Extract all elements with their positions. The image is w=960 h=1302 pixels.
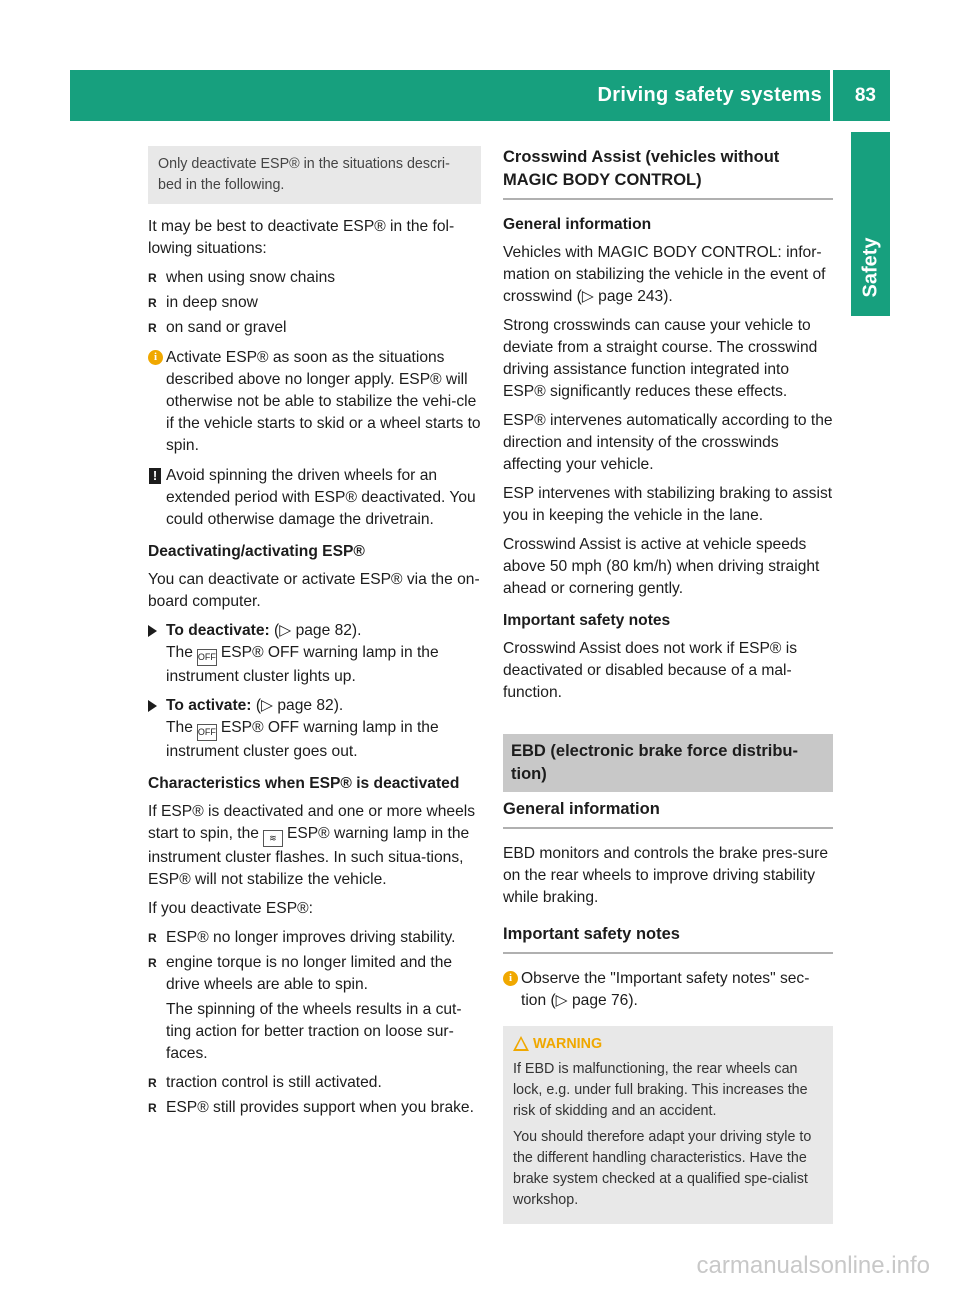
warning-icon [513, 1036, 529, 1051]
safety-notes-text: Crosswind Assist does not work if ESP® is deactivated or disabled because of a mal-function. [503, 640, 798, 701]
info-note: i Observe the "Important safety notes" sec-tion (▷ page 76). [503, 968, 833, 1012]
exclamation-icon: ! [149, 468, 161, 484]
esp-off-lamp-icon: OFF [197, 724, 217, 741]
warning-text: You should therefore adapt your driving style to the different handling characteristics. Have the brake system checked at a qualified spe-cialist workshop. [513, 1129, 812, 1208]
general-info-text: Vehicles with MAGIC BODY CONTROL: infor-mation on stabilizing the vehicle in the event of crosswind (▷ page 243). [503, 244, 826, 305]
general-info-text: ESP intervenes with stabilizing braking to assist you in keeping the vehicle in the lane. [503, 485, 833, 524]
arrow-icon [148, 700, 157, 712]
bullet-icon: R [148, 956, 157, 970]
characteristics-heading: Characteristics when ESP® is deactivated [148, 775, 460, 792]
caution-note: ! Avoid spinning the driven wheels for an extended period with ESP® deactivated. You could otherwise damage the drivetrain. [148, 465, 481, 531]
page-number: 83 [854, 85, 876, 106]
bullet-icon: R [148, 931, 157, 945]
info-icon: i [148, 350, 163, 365]
list-item: R traction control is still activated. [148, 1072, 481, 1094]
step-deactivate-detail: The OFF ESP® OFF warning lamp in the instrument cluster lights up. [166, 644, 439, 685]
section-title: Driving safety systems [597, 84, 822, 106]
esp-off-lamp-icon: OFF [197, 649, 217, 666]
bullet-icon: R [148, 1076, 157, 1090]
general-info-heading: General information [503, 216, 652, 233]
chapter-tab [851, 132, 890, 316]
effect-detail: The spinning of the wheels results in a cut-ting action for better traction on loose sur-faces. [166, 1001, 462, 1062]
header-divider [830, 70, 833, 121]
page-header [70, 70, 890, 121]
general-info-text: Crosswind Assist is active at vehicle speeds above 50 mph (80 km/h) when driving straight ahead or cornering gently. [503, 536, 820, 597]
step-deactivate: To deactivate: (▷ page 82). [148, 620, 481, 642]
info-note: i Activate ESP® as soon as the situations described above no longer apply. ESP® will otherwise not be able to stabilize the vehi-cle if the vehicle starts to skid or a wheel starts to spin. [148, 347, 481, 457]
crosswind-title: Crosswind Assist (vehicles without MAGIC BODY CONTROL) [503, 146, 833, 200]
info-icon: i [503, 971, 518, 986]
bullet-icon: R [148, 321, 157, 335]
list-item: R engine torque is no longer limited and the drive wheels are able to spin. [148, 954, 453, 993]
bullet-icon: R [148, 1101, 157, 1115]
deactivate-heading: Deactivating/activating ESP® [148, 543, 365, 560]
list-item: R when using snow chains [148, 267, 481, 289]
list-item: R on sand or gravel [148, 317, 481, 339]
warning-heading: WARNING [513, 1034, 823, 1055]
bullet-icon: R [148, 296, 157, 310]
warning-box [503, 1026, 833, 1224]
ebd-safety-title: Important safety notes [503, 923, 833, 954]
if-deactivate-text: If you deactivate ESP®: [148, 900, 313, 917]
right-column [503, 146, 833, 1224]
left-column [148, 146, 481, 1122]
step-activate: To activate: (▷ page 82). [148, 695, 481, 717]
general-info-text: Strong crosswinds can cause your vehicle to deviate from a straight course. The crosswind driving assistance function integrated into ESP® significantly reduces these effects. [503, 317, 818, 400]
general-info-text: ESP® intervenes automatically according to the direction and intensity of the crosswinds affecting your vehicle. [503, 412, 833, 473]
arrow-icon [148, 625, 157, 637]
characteristics-text: If ESP® is deactivated and one or more wheels start to spin, the ≋ ESP® warning lamp in the instrument cluster flashes. In such situa-tions, ESP® will not stabilize the vehicle. [148, 803, 476, 888]
step-activate-detail: The OFF ESP® OFF warning lamp in the instrument cluster goes out. [166, 719, 439, 760]
ebd-general-text: EBD monitors and controls the brake pres-sure on the rear wheels to improve driving stability while braking. [503, 845, 829, 906]
list-item: R in deep snow [148, 292, 481, 314]
ebd-title: EBD (electronic brake force distribu-tion) [503, 734, 833, 792]
intro-text: It may be best to deactivate ESP® in the fol-lowing situations: [148, 218, 455, 257]
ebd-general-title: General information [503, 798, 833, 829]
chapter-tab-label-wrap [855, 228, 886, 316]
watermark: carmanualsonline.info [696, 1252, 930, 1279]
list-item: R ESP® still provides support when you brake. [148, 1097, 481, 1119]
chapter-tab-label: Safety [859, 237, 882, 298]
bullet-icon: R [148, 271, 157, 285]
esp-lamp-icon: ≋ [263, 830, 283, 847]
safety-notes-heading: Important safety notes [503, 612, 671, 629]
note-box: Only deactivate ESP® in the situations descri-bed in the following. [148, 146, 481, 204]
warning-text: If EBD is malfunctioning, the rear wheels can lock, e.g. under full braking. This increases the risk of skidding and an accident. [513, 1061, 808, 1119]
list-item: R ESP® no longer improves driving stability. [148, 927, 481, 949]
deactivate-intro: You can deactivate or activate ESP® via the on-board computer. [148, 571, 480, 610]
